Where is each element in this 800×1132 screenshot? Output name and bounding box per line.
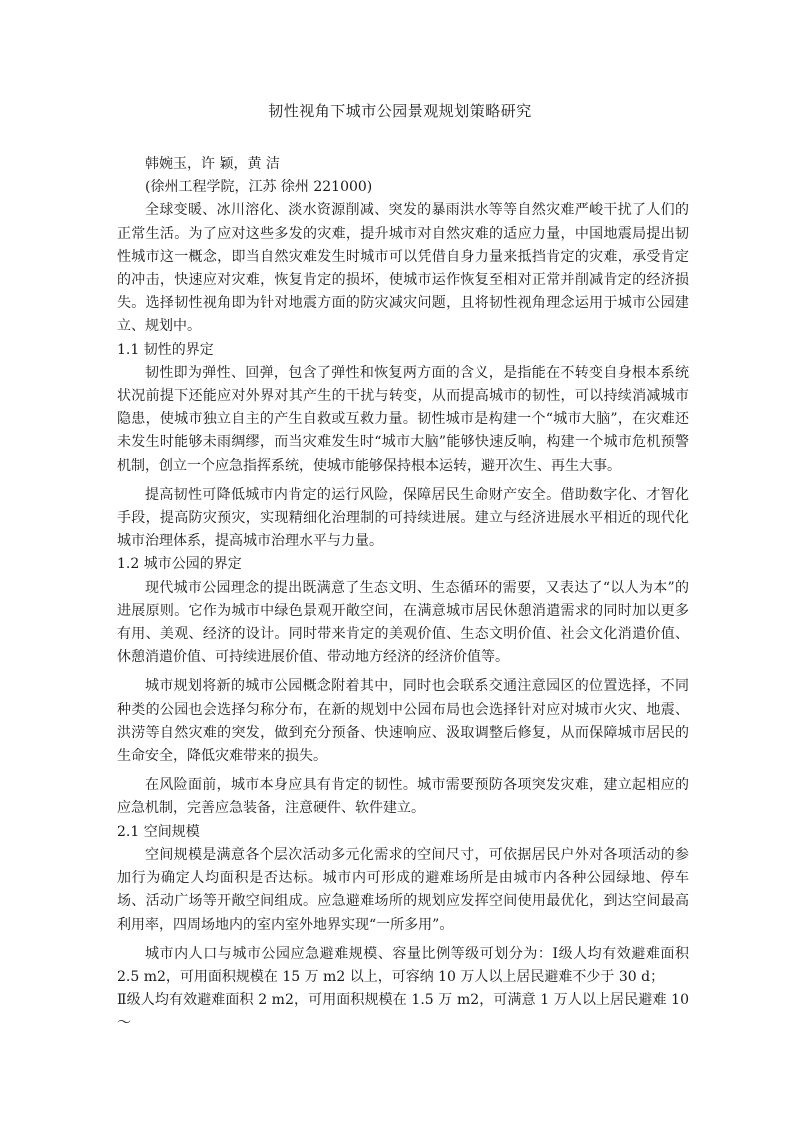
paper-title: 韧性视角下城市公园景观规划策略研究: [268, 102, 532, 120]
author-line: 韩婉玉，许 颖，黄 洁: [145, 156, 280, 172]
paragraph-1-1-a: 韧性即为弹性、回弹，包含了弹性和恢复两方面的含义，是指能在不转变自身根本系统状况前提下还能应对外界对其产生的干扰与转变，从而提高城市的韧性，可以持续消减城市隐患，使城市独立自主的产生自救或互救力量。韧性城市是构建一个“城市大脑”，在灾难还未发生时能够未雨绸缪，而当灾难发生时“城市大脑”能够快速反响，构建一个城市危机预警机制，创立一个应急指挥系统，使城市能够保持根本运转，避开次生、再生大事。: [117, 364, 689, 474]
paragraph-2-1-a: 空间规模是满意各个层次活动多元化需求的空间尺寸，可依据居民户外对各项活动的参加行为确定人均面积是否达标。城市内可形成的避难场所是由城市内各种公园绿地、停车场、活动广场等开敞空间组成。应急避难场所的规划应发挥空间使用最优化，到达空间最高利用率，四周场地内的室内室外地界实现“一所多用”。: [117, 846, 689, 933]
paragraph-2-1-c: Ⅱ级人均有效避难面积 2 m2，可用面积规模在 1.5 万 m2，可满意 1 万人以上居民避难 10～: [117, 992, 689, 1032]
section-heading-1-1: 1.1 韧性的界定: [117, 341, 214, 358]
paragraph-1-2-a: 现代城市公园理念的提出既满意了生态文明、生态循环的需要，又表达了“以人为本”的进展原则。它作为城市中绿色景观开敞空间，在满意城市居民休憩消遣需求的同时加以更多有用、美观、经济的设计。同时带来肯定的美观价值、生态文明价值、社会文化消遣价值、休憩消遣价值、可持续进展价值、带动地方经济的经济价值等。: [117, 579, 689, 666]
paragraph-2-1-b: 城市内人口与城市公园应急避难规模、容量比例等级可划分为：Ⅰ级人均有效避难面积 2.5 m2，可用面积规模在 15 万 m2 以上，可容纳 10 万人以上居民避难不少于 30 d；: [117, 945, 689, 985]
section-heading-1-2: 1.2 城市公园的界定: [117, 556, 242, 573]
paragraph-1-2-b: 城市规划将新的城市公园概念附着其中，同时也会联系交通注意园区的位置选择，不同种类的公园也会选择匀称分布，在新的规划中公园布局也会选择针对应对城市火灾、地震、洪涝等自然灾难的突发，做到充分预备、快速响应、汲取调整后修复，从而保障城市居民的生命安全，降低灾难带来的损失。: [117, 678, 689, 765]
paragraph-1-1-b: 提高韧性可降低城市内肯定的运行风险，保障居民生命财产安全。借助数字化、才智化手段，提高防灾预灾，实现精细化治理制的可持续进展。建立与经济进展水平相近的现代化城市治理体系，提高城市治理水平与力量。: [117, 486, 689, 550]
paragraph-1-2-c: 在风险面前，城市本身应具有肯定的韧性。城市需要预防各项突发灾难，建立起相应的应急机制，完善应急装备，注意硬件、软件建立。: [117, 777, 689, 817]
affiliation-line: (徐州工程学院，江苏 徐州 221000): [145, 179, 373, 196]
section-heading-2-1: 2.1 空间规模: [117, 823, 200, 840]
intro-paragraph: 全球变暖、冰川溶化、淡水资源削减、突发的暴雨洪水等等自然灾难严峻干扰了人们的正常生活。为了应对这些多发的灾难，提升城市对自然灾难的适应力量，中国地震局提出韧性城市这一概念，即当自然灾难发生时城市可以凭借自身力量来抵挡肯定的灾难，承受肯定的冲击，快速应对灾难，恢复肯定的损坏，使城市运作恢复至相对正常并削减肯定的经济损失。选择韧性视角即为针对地震方面的防灾减灾问题，且将韧性视角理念运用于城市公园建立、规划中。: [117, 202, 689, 335]
document-body: [117, 153, 689, 1036]
